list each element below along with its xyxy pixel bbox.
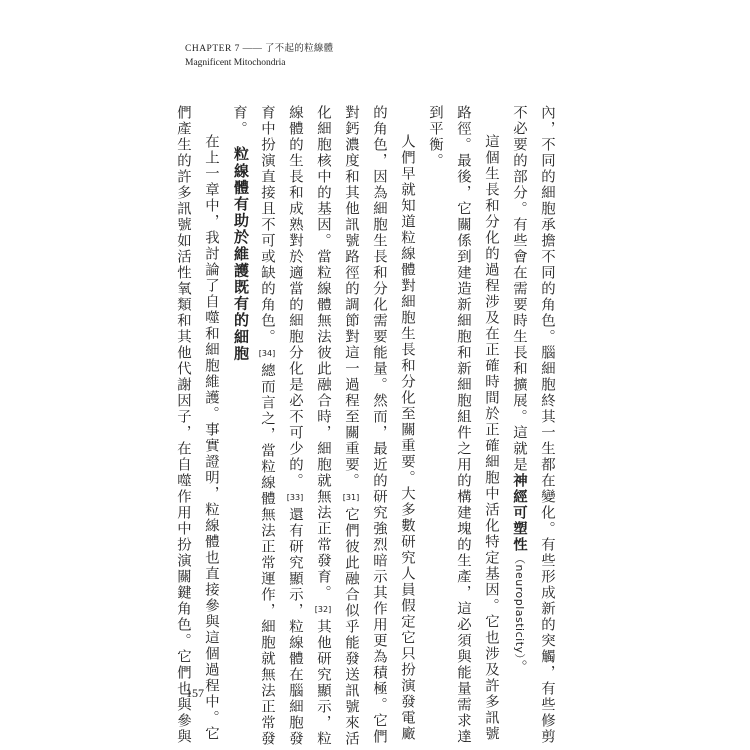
text-column-7: 的角色，因為細胞生長和分化需要能量。然而，最近的研究強烈暗示其作用更為積極。它們 [371, 105, 387, 745]
section-heading: 粒線體有助於維護既有的細胞 [232, 146, 250, 362]
text-column-5: 到平衡。 [427, 105, 443, 169]
text-column-1: 內，不同的細胞承擔不同的角色。腦細胞終其一生都在變化。有些形成新的突觸，有些修剪 [539, 105, 555, 745]
text-column-8: 對鈣濃度和其他訊號路徑的調節對這一過程至關重要。[31]它們彼此融合似乎能發送訊號來活 [342, 105, 360, 747]
page-number: 157 [186, 686, 204, 700]
running-header [185, 42, 334, 70]
text-column-3: 這個生長和分化的過程涉及在正確時間於正確細胞中活化特定基因。它也涉及許多訊號 [483, 134, 499, 742]
text-column-10: 線體的生長和成熟對於適當的細胞分化是必不可少的。[33]還有研究顯示，粒線體在腦細胞發 [286, 105, 304, 747]
chapter-label: CHAPTER 7 [185, 44, 240, 54]
text-column-12: 育。 [231, 105, 247, 137]
citation-ref: [33] [286, 493, 304, 502]
citation-ref: [32] [314, 605, 332, 614]
chapter-subtitle: Magnificent Mitochondria [185, 58, 286, 68]
bold-term: 神經可塑性 [511, 473, 527, 553]
text-column-9: 化細胞核中的基因。當粒線體無法彼此融合時，細胞就無法正常發育。[32]其他研究顯示，粒 [314, 105, 332, 747]
text-column-2: 不必要的部分。有些會在需要時生長和擴展。這就是神經可塑性（neuroplasticity）。 [511, 105, 527, 676]
text-column-4: 路徑。最後，它關係到建造新細胞和新細胞組件之用的構建塊的生產，這必須與能量需求達 [455, 105, 471, 745]
chapter-line [185, 42, 334, 56]
text-column-6: 人們早就知道粒線體對細胞生長和分化至關重要。大多數研究人員假定它只扮演發電廠 [399, 134, 415, 742]
chapter-title: —— 了不起的粒線體 [242, 44, 334, 54]
text-column-11: 育中扮演直接且不可或缺的角色。[34]總而言之，當粒線體無法正常運作，細胞就無法正常發 [258, 105, 276, 747]
text-column-13: 在上一章中，我討論了自噬和細胞維護。事實證明，粒線體也直接參與這個過程中。它 [203, 134, 219, 742]
text-column-14: 們產生的許多訊號如活性氧類和其他代謝因子，在自噬作用中扮演關鍵角色。它們也與參與 [175, 105, 191, 745]
citation-ref: [34] [258, 349, 276, 358]
citation-ref: [31] [342, 493, 360, 502]
latin-term: （neuroplasticity） [513, 553, 526, 660]
